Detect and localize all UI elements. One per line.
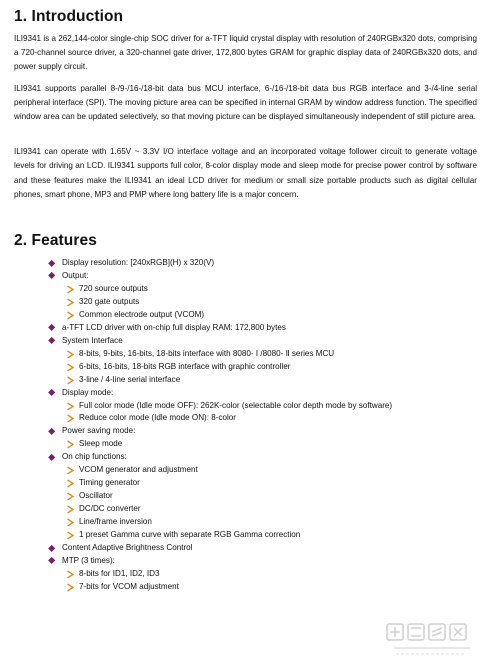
feature-item-text: Content Adaptive Brightness Control	[62, 543, 193, 552]
feature-subitem	[66, 581, 477, 594]
feature-sublist	[62, 568, 477, 594]
diamond-bullet-icon	[48, 544, 56, 552]
feature-subitem	[66, 490, 477, 503]
arrow-bullet-icon	[66, 516, 76, 529]
diamond-bullet-icon	[48, 259, 56, 267]
feature-subitem-text: 720 source outputs	[79, 283, 148, 293]
feature-item	[48, 555, 477, 594]
features-section	[14, 232, 477, 594]
feature-subitem-text: 8-bits for ID1, ID2, ID3	[79, 568, 160, 578]
arrow-bullet-icon	[66, 581, 76, 594]
feature-subitem-text: Common electrode output (VCOM)	[79, 309, 205, 319]
arrow-bullet-icon	[66, 503, 76, 516]
feature-subitem-text: 3-line / 4-line serial interface	[79, 374, 181, 384]
diamond-bullet-icon	[48, 324, 56, 332]
feature-subitem	[66, 309, 477, 322]
feature-subitem-text: VCOM generator and adjustment	[79, 465, 198, 475]
features-list	[14, 257, 477, 594]
intro-paragraph-1: ILI9341 is a 262,144-color single-chip SOC driver for a-TFT liquid crystal display with resolution of 240RGBx320 dots, comprising a 720-channel source driver, a 320-channel gate driver, 172,800 bytes GRAM for graphic display data of 240RGBx320 dots, and power supply circuit.	[14, 34, 477, 72]
diamond-bullet-icon	[48, 389, 56, 397]
arrow-bullet-icon	[66, 400, 76, 413]
feature-item	[48, 425, 477, 451]
arrow-bullet-icon	[66, 490, 76, 503]
watermark-logo-icon	[384, 618, 484, 662]
diamond-bullet-icon	[48, 272, 56, 280]
arrow-bullet-icon	[66, 477, 76, 490]
feature-subitem-text: Oscillator	[79, 491, 113, 501]
feature-item	[48, 270, 477, 322]
feature-subitem-text: DC/DC converter	[79, 504, 141, 514]
feature-subitem	[66, 568, 477, 581]
feature-subitem	[66, 361, 477, 374]
feature-item-text: Display resolution: [240xRGB](H) x 320(V)	[62, 258, 215, 268]
arrow-bullet-icon	[66, 283, 76, 296]
introduction-heading: 1. Introduction	[14, 8, 124, 25]
arrow-bullet-icon	[66, 348, 76, 361]
arrow-bullet-icon	[66, 374, 76, 387]
feature-sublist	[62, 348, 477, 387]
diamond-bullet-icon	[48, 428, 56, 436]
feature-subitem	[66, 283, 477, 296]
feature-subitem	[66, 296, 477, 309]
feature-item	[48, 322, 477, 335]
diamond-bullet-icon	[48, 337, 56, 345]
introduction-section	[14, 8, 477, 202]
feature-subitem-text: 6-bits, 16-bits, 18-bits RGB interface with graphic controller	[79, 361, 291, 371]
feature-subitem	[66, 438, 477, 451]
arrow-bullet-icon	[66, 309, 76, 322]
diamond-bullet-icon	[48, 454, 56, 462]
feature-sublist	[62, 464, 477, 542]
feature-item-text: a-TFT LCD driver with on-chip full display RAM: 172,800 bytes	[62, 322, 286, 332]
feature-item-text: Display mode:	[62, 387, 114, 397]
feature-subitem	[66, 477, 477, 490]
feature-subitem-text: Timing generator	[79, 478, 140, 488]
features-heading: 2. Features	[14, 232, 97, 250]
feature-subitem	[66, 464, 477, 477]
feature-subitem-text: 320 gate outputs	[79, 296, 140, 306]
arrow-bullet-icon	[66, 412, 76, 425]
arrow-bullet-icon	[66, 438, 76, 451]
arrow-bullet-icon	[66, 361, 76, 374]
feature-item-text: Output:	[62, 270, 89, 280]
feature-subitem-text: 8-bits, 9-bits, 16-bits, 18-bits interface with 8080- Ⅰ /8080- Ⅱ series MCU	[79, 348, 335, 358]
feature-subitem	[66, 503, 477, 516]
arrow-bullet-icon	[66, 568, 76, 581]
arrow-bullet-icon	[66, 296, 76, 309]
feature-item-text: Power saving mode:	[62, 426, 136, 436]
intro-paragraph-2: ILI9341 supports parallel 8-/9-/16-/18-bit data bus MCU interface, 6-/16-/18-bit data bus RGB interface and 3-/4-line serial peripheral interface (SPI). The moving picture area can be specified in internal GRAM by window address function. The specified window area can be updated selectively, so that moving picture can be displayed simultaneously independent of still picture area.	[14, 83, 477, 122]
feature-item	[48, 451, 477, 542]
feature-item	[48, 542, 477, 555]
feature-subitem	[66, 412, 477, 425]
feature-subitem-text: Sleep mode	[79, 439, 123, 449]
arrow-bullet-icon	[66, 529, 76, 542]
feature-subitem	[66, 374, 477, 387]
feature-subitem	[66, 529, 477, 542]
feature-subitem	[66, 348, 477, 361]
feature-sublist	[62, 400, 477, 426]
feature-subitem	[66, 400, 477, 413]
arrow-bullet-icon	[66, 464, 76, 477]
feature-subitem-text: 1 preset Gamma curve with separate RGB Gamma correction	[79, 530, 301, 540]
feature-sublist	[62, 283, 477, 322]
feature-item	[48, 335, 477, 387]
feature-item	[48, 387, 477, 426]
feature-subitem-text: Full color mode (Idle mode OFF): 262K-color (selectable color depth mode by software)	[79, 400, 393, 410]
feature-subitem-text: Line/frame inversion	[79, 517, 152, 527]
feature-subitem-text: Reduce color mode (Idle mode ON): 8-color	[79, 413, 236, 423]
feature-item-text: On chip functions:	[62, 452, 127, 462]
feature-subitem	[66, 516, 477, 529]
feature-item-text: MTP (3 times):	[62, 555, 115, 565]
feature-item-text: System Interface	[62, 335, 123, 345]
feature-sublist	[62, 438, 477, 451]
diamond-bullet-icon	[48, 557, 56, 565]
intro-paragraph-3: ILI9341 can operate with 1.65V ~ 3.3V I/O interface voltage and an incorporated voltage follower circuit to generate voltage levels for driving an LCD. ILI9341 supports full color, 8-color display mode and sleep mode for precise power control by software and these features make the ILI9341 an ideal LCD driver for medium or small size portable products such as digital cellular phones, smart phone, MP3 and PMP where long battery life is a major concern.	[14, 147, 477, 199]
feature-item	[48, 257, 477, 270]
feature-subitem-text: 7-bits for VCOM adjustment	[79, 581, 179, 591]
